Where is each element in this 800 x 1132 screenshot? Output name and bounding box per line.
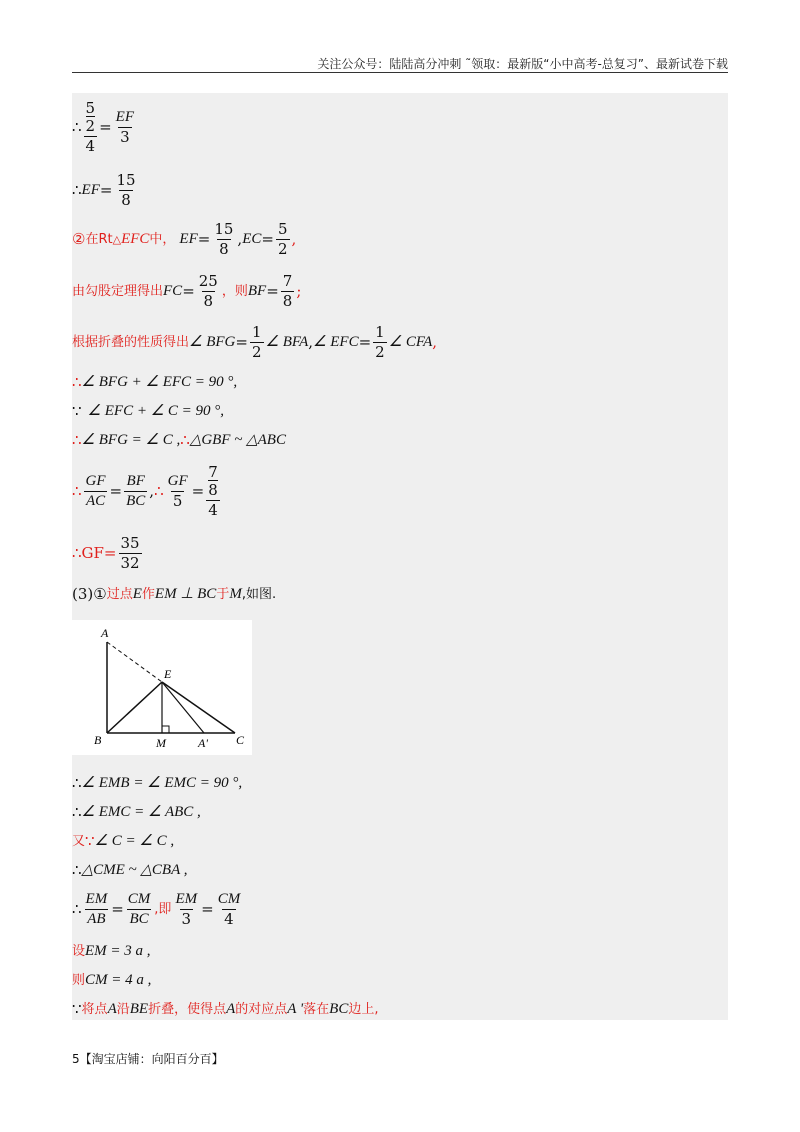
numerator: 7 (282, 272, 293, 290)
therefore-symbol: ∴ (72, 803, 82, 821)
text: 则 (72, 973, 86, 988)
triangle-diagram (72, 620, 252, 755)
fraction (119, 536, 142, 571)
denominator: 8 (282, 292, 293, 310)
text: 于 (216, 587, 230, 602)
equation-line-13 (72, 805, 201, 820)
text: 根据折叠的性质得出 (72, 335, 190, 350)
equation-text: EM ⊥ BC (154, 586, 217, 602)
numerator: 7 (208, 463, 218, 481)
equation-line-7 (72, 404, 224, 419)
denominator: 8 (121, 191, 131, 209)
numerator: CM (127, 891, 151, 907)
text: 的对应点 (235, 1002, 288, 1017)
denominator: 4 (224, 910, 234, 928)
label-a-prime: A' (198, 736, 208, 750)
comma: , (432, 333, 438, 351)
fraction (84, 474, 108, 509)
equation-line-17 (72, 944, 151, 959)
term: ∠ CFA (388, 334, 433, 350)
term: ∠ EFC (313, 334, 359, 350)
denominator: 2 (85, 117, 96, 135)
term: A ' (287, 1001, 304, 1017)
right-angle-mark (162, 726, 169, 733)
denominator: 4 (85, 137, 96, 155)
equals: = (191, 482, 205, 500)
term: EFC (121, 231, 150, 247)
page-header: 关注公众号：陆陆高分冲刺 ˜领取：最新版“小中高考-总复习”、最新试卷下载 (317, 57, 728, 71)
denominator: BC (129, 911, 149, 927)
comma: , (149, 482, 155, 500)
numerator: CM (217, 891, 241, 907)
equation-line-1 (72, 101, 138, 154)
therefore-symbol: ∴ (72, 482, 82, 500)
equals: = (235, 333, 248, 351)
comma: , (237, 230, 243, 248)
text: 在Rt (85, 232, 113, 247)
therefore-symbol: ∴ (72, 431, 82, 449)
equation-line-6 (72, 375, 237, 390)
denominator: 3 (181, 910, 192, 928)
term: A (226, 1001, 236, 1017)
equals: = (197, 230, 211, 248)
fraction (114, 173, 137, 208)
equals: = (358, 333, 372, 351)
therefore-symbol: ∴ (72, 544, 82, 562)
semicolon: ; (296, 282, 302, 300)
text: 将点 (81, 1002, 108, 1017)
equals: = (99, 181, 113, 199)
therefore-symbol: ∴ (72, 900, 82, 918)
label-a: A (101, 626, 109, 640)
text: 作 (141, 587, 155, 602)
segment-ec (162, 682, 235, 733)
equation-line-11 (72, 587, 276, 602)
compound-fraction (84, 101, 98, 154)
term: ∠ BFA (265, 334, 309, 350)
numerator: 35 (120, 534, 140, 552)
denominator: 2 (277, 240, 288, 258)
term: FC (163, 283, 183, 299)
fraction (84, 892, 110, 927)
equals: = (182, 282, 195, 300)
text: ,即 (154, 902, 172, 917)
fraction (281, 274, 295, 309)
because-symbol: ∵ (72, 1000, 82, 1018)
equation-line-9 (72, 465, 222, 518)
numerator: EM (85, 891, 108, 907)
equation-line-12 (72, 776, 242, 791)
therefore-symbol: ∴ (180, 431, 190, 449)
equals: = (109, 482, 123, 500)
numerator: BF (126, 473, 145, 489)
equation-text: ∠ C = ∠ C , (94, 833, 175, 849)
segment-be (107, 682, 162, 733)
equation-text: △CME ~ △CBA , (81, 862, 188, 878)
equals: = (266, 282, 279, 300)
therefore-symbol: ∴ (72, 181, 82, 199)
geometry-figure (72, 620, 252, 755)
therefore-symbol: ∴ (72, 373, 82, 391)
text: 由勾股定理得出 (72, 284, 164, 299)
solution-panel (72, 93, 728, 1020)
triangle-symbol: △ (112, 233, 122, 246)
equation-text: ∠ EMB = ∠ EMC = 90 °, (81, 775, 243, 791)
fraction (173, 892, 199, 927)
equation-line-19 (72, 1002, 378, 1017)
term: M (229, 586, 242, 602)
denominator: 4 (208, 501, 218, 519)
fraction (197, 274, 220, 309)
denominator: 8 (203, 292, 214, 310)
equation-text: CM = 4 a , (85, 972, 152, 988)
text: ，则 (221, 284, 248, 299)
equation-text: EM = 3 a , (85, 943, 151, 959)
equation-line-5 (72, 325, 437, 360)
numerator: 5 (277, 220, 288, 238)
comma: , (291, 230, 297, 248)
fraction (114, 110, 136, 145)
equation-line-14 (72, 834, 174, 849)
equation-line-4 (72, 274, 301, 309)
step-marker: ① (93, 585, 107, 603)
part-label: (3) (72, 585, 94, 603)
fraction (126, 892, 153, 927)
denominator: 2 (251, 343, 262, 361)
text: 中， (149, 232, 176, 247)
term: BF (247, 283, 267, 299)
numerator: 25 (198, 272, 218, 290)
numerator: 1 (251, 323, 262, 341)
fraction (276, 222, 290, 257)
text: 折叠，使得点 (148, 1002, 227, 1017)
numerator: 15 (214, 220, 234, 238)
fraction (166, 474, 190, 509)
because-symbol: ∵ (72, 402, 82, 420)
fraction (250, 325, 264, 360)
numerator: 15 (116, 171, 136, 189)
denominator: 5 (172, 492, 183, 510)
equation-text: ∠ EMC = ∠ ABC , (81, 804, 201, 820)
equals: = (261, 230, 274, 248)
term: EF (81, 182, 100, 198)
numerator: EF (115, 109, 134, 125)
label-m: M (156, 736, 166, 750)
term: A (107, 1001, 117, 1017)
equation-line-18 (72, 973, 151, 988)
text: 设 (72, 944, 86, 959)
fraction (124, 474, 147, 509)
term: E (132, 586, 142, 602)
label-c: C (236, 733, 245, 747)
term: EF (179, 231, 198, 247)
therefore-symbol: ∴ (72, 118, 82, 136)
therefore-symbol: ∴ (72, 774, 82, 792)
numerator: EM (175, 891, 198, 907)
term: EC (242, 231, 262, 247)
label-b: B (94, 733, 102, 747)
equals: = (99, 118, 112, 136)
equation-text: ∠ BFG = ∠ C , (81, 432, 181, 448)
denominator: 8 (208, 481, 218, 499)
denominator: 8 (219, 240, 229, 258)
because-symbol: ∵ (85, 832, 95, 850)
numerator: GF (85, 473, 106, 489)
compound-fraction (206, 465, 220, 518)
denominator: 3 (120, 128, 130, 146)
equals: = (111, 900, 124, 918)
text: 过点 (106, 587, 133, 602)
numerator: 1 (375, 323, 385, 341)
equation-line-15 (72, 863, 187, 878)
term: GF= (81, 544, 117, 562)
text: ,如图. (241, 587, 277, 602)
label-e: E (164, 667, 172, 681)
equation-line-10 (72, 536, 144, 571)
term: BE (129, 1001, 149, 1017)
numerator: GF (167, 473, 188, 489)
equals: = (201, 900, 214, 918)
text: 落在 (303, 1002, 330, 1017)
segment-ae-dashed (107, 642, 162, 682)
denominator: 2 (375, 343, 385, 361)
denominator: 32 (120, 554, 140, 572)
step-marker: ② (72, 230, 86, 248)
text: 又 (72, 834, 86, 849)
denominator: BC (126, 493, 146, 509)
fraction (216, 892, 243, 927)
equation-text: ∠ BFG + ∠ EFC = 90 °, (81, 374, 238, 390)
fraction (212, 222, 235, 257)
denominator: AC (85, 493, 106, 509)
page-footer: 5【淘宝店铺：向阳百分百】 (72, 1052, 224, 1066)
equation-line-16 (72, 892, 244, 927)
equation-line-8 (72, 433, 286, 448)
denominator: AB (87, 911, 106, 927)
therefore-symbol: ∴ (72, 861, 82, 879)
equation-text: △GBF ~ △ABC (189, 432, 286, 448)
term: BC (329, 1001, 349, 1017)
numerator: 5 (85, 99, 96, 117)
equation-line-2 (72, 173, 140, 208)
header-divider (72, 72, 728, 73)
text: 边上, (348, 1002, 379, 1017)
term: ∠ BFG (189, 334, 236, 350)
comma: , (308, 333, 314, 351)
equation-text: ∠ EFC + ∠ C = 90 °, (87, 403, 225, 419)
therefore-symbol: ∴ (154, 482, 164, 500)
text: 沿 (116, 1002, 130, 1017)
equation-line-3 (72, 222, 296, 257)
fraction (373, 325, 387, 360)
